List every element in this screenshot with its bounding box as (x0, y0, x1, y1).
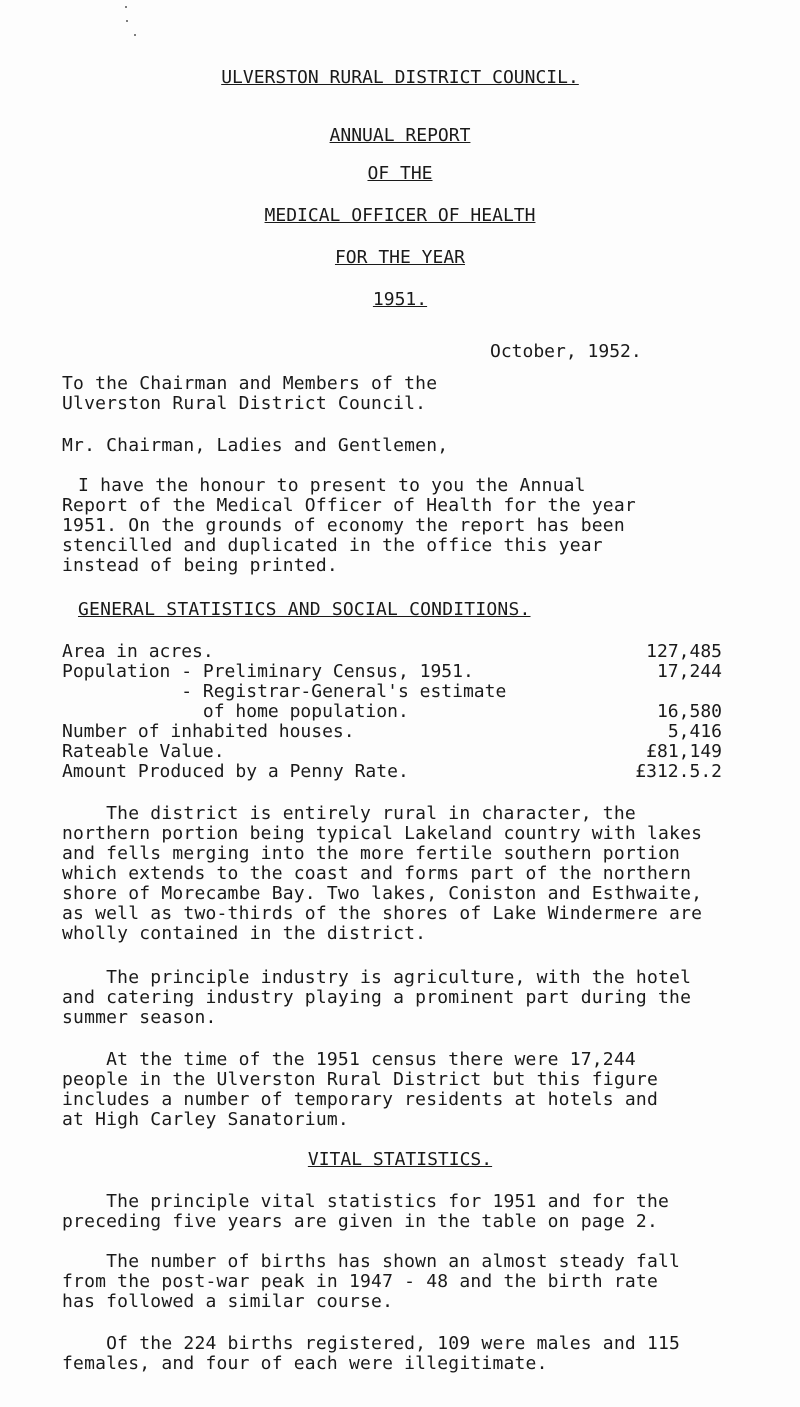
report-title: ANNUAL REPORT (329, 125, 471, 146)
stats-label: of home population. (62, 701, 409, 722)
district-line-1: The district is entirely rural in character, the (62, 803, 636, 824)
stats-row-registrar (62, 682, 722, 702)
council-title: ULVERSTON RURAL DISTRICT COUNCIL. (221, 67, 579, 88)
stats-label: Area in acres. (62, 641, 214, 662)
intro-line-3: 1951. On the grounds of economy the report has been (62, 515, 625, 536)
stats-value: 17,244 (656, 661, 722, 682)
stats-value: £81,149 (646, 741, 722, 762)
stats-row-population (62, 662, 722, 682)
registered-line-1: Of the 224 births registered, 109 were males and 115 (62, 1333, 681, 1354)
stats-value: 127,485 (646, 641, 722, 662)
vital-line-2: preceding five years are given in the table on page 2. (62, 1211, 658, 1232)
stats-label: Amount Produced by a Penny Rate. (62, 761, 409, 782)
district-line-7: wholly contained in the district. (62, 923, 427, 944)
stats-value: £312.5.2 (635, 761, 722, 782)
industry-line-2: and catering industry playing a prominent part during the (62, 987, 692, 1008)
district-line-4: which extends to the coast and forms part of the northern (62, 863, 692, 884)
births-line-3: has followed a similar course. (62, 1291, 394, 1312)
stats-row-penny-rate (62, 762, 722, 782)
stats-label: Number of inhabited houses. (62, 721, 355, 742)
census-line-1: At the time of the 1951 census there were 17,244 (62, 1049, 636, 1070)
intro-line-1: I have the honour to present to you the Annual (78, 475, 586, 496)
census-line-3: includes a number of temporary residents at hotels and (62, 1089, 658, 1110)
salutation: Mr. Chairman, Ladies and Gentlemen, (62, 435, 449, 456)
stats-row-rateable-value (62, 742, 722, 762)
stats-row-area (62, 642, 722, 662)
intro-line-4: stencilled and duplicated in the office this year (62, 535, 603, 556)
industry-line-1: The principle industry is agriculture, with the hotel (62, 967, 692, 988)
scan-speck (125, 6, 127, 8)
address-line-2: Ulverston Rural District Council. (62, 393, 427, 414)
report-title-officer: MEDICAL OFFICER OF HEALTH (264, 205, 536, 226)
intro-line-5: instead of being printed. (62, 555, 338, 576)
census-line-2: people in the Ulverston Rural District but this figure (62, 1069, 658, 1090)
stats-label: - Registrar-General's estimate (62, 681, 507, 702)
industry-line-3: summer season. (62, 1007, 217, 1028)
report-year: 1951. (372, 289, 428, 310)
section-general-statistics-title: GENERAL STATISTICS AND SOCIAL CONDITIONS. (78, 599, 531, 620)
scan-speck (134, 34, 136, 36)
intro-line-2: Report of the Medical Officer of Health for the year (62, 495, 636, 516)
section-vital-statistics-title: VITAL STATISTICS. (307, 1149, 493, 1170)
scan-speck (126, 20, 128, 22)
address-line-1: To the Chairman and Members of the (62, 373, 438, 394)
births-line-2: from the post-war peak in 1947 - 48 and the birth rate (62, 1271, 658, 1292)
stats-value: 5,416 (667, 721, 722, 742)
stats-row-houses (62, 722, 722, 742)
district-line-2: northern portion being typical Lakeland country with lakes (62, 823, 703, 844)
district-line-3: and fells merging into the more fertile southern portion (62, 843, 681, 864)
district-line-6: as well as two-thirds of the shores of Lake Windermere are (62, 903, 703, 924)
registered-line-2: females, and four of each were illegitimate. (62, 1353, 548, 1374)
district-line-5: shore of Morecambe Bay. Two lakes, Coniston and Esthwaite, (62, 883, 703, 904)
report-date: October, 1952. (490, 341, 642, 362)
stats-row-home-population (62, 702, 722, 722)
census-line-4: at High Carley Sanatorium. (62, 1109, 349, 1130)
births-line-1: The number of births has shown an almost steady fall (62, 1251, 681, 1272)
stats-label: Population - Preliminary Census, 1951. (62, 661, 474, 682)
vital-line-1: The principle vital statistics for 1951 and for the (62, 1191, 670, 1212)
stats-value: 16,580 (656, 701, 722, 722)
report-title-for-year: FOR THE YEAR (334, 247, 466, 268)
report-title-of-the: OF THE (367, 163, 433, 184)
stats-label: Rateable Value. (62, 741, 225, 762)
